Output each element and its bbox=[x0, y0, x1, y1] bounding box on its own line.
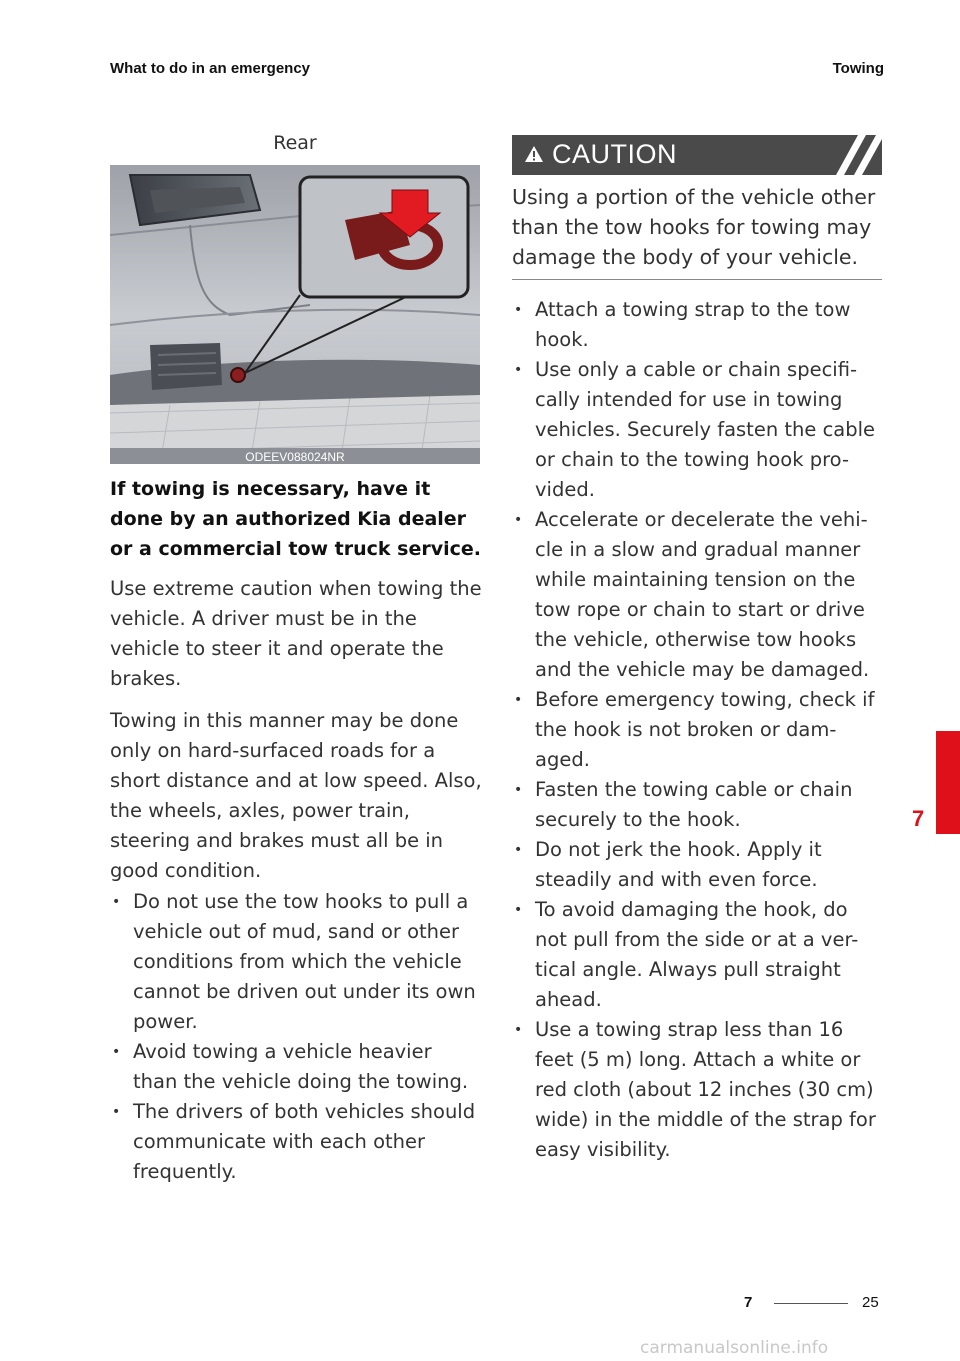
figure-caption: Rear bbox=[273, 132, 317, 154]
list-item: • Avoid towing a vehicle heavier than the vehicle doing the towing. bbox=[110, 1037, 482, 1097]
caution-header bbox=[512, 135, 882, 175]
footer-page-number: 25 bbox=[862, 1294, 879, 1311]
left-bullet-list bbox=[110, 887, 482, 1187]
chapter-side-number: 7 bbox=[912, 806, 925, 831]
right-bullet-list bbox=[512, 295, 884, 1165]
list-item: • The drivers of both vehicles should communicate with each other frequently. bbox=[110, 1097, 482, 1187]
watermark: carmanualsonline.info bbox=[640, 1338, 829, 1358]
lead-statement: If towing is necessary, have it done by an authorized Kia dealer or a commercial tow truck service. bbox=[110, 478, 481, 560]
warning-triangle-icon bbox=[524, 145, 544, 163]
paragraph-driver: Use extreme caution when towing the vehicle. A driver must be in the vehicle to steer it and operate the brakes. bbox=[110, 577, 482, 690]
running-header-section: What to do in an emergency bbox=[110, 60, 311, 77]
figure-code: ODEEV088024NR bbox=[245, 450, 345, 464]
caution-stripes-icon bbox=[822, 135, 882, 175]
caution-title: CAUTION bbox=[552, 139, 677, 169]
list-item: • Before emergency towing, check if the hook is not broken or dam-aged. bbox=[512, 685, 884, 775]
list-item: • Use only a cable or chain specifi-cally intended for use in towing vehicles. Securely fasten the cable or chain to the towing hook pro-vided. bbox=[512, 355, 884, 505]
list-item: • Do not use the tow hooks to pull a vehicle out of mud, sand or other conditions from which the vehicle cannot be driven out under its own power. bbox=[110, 887, 482, 1037]
caution-divider bbox=[512, 279, 882, 280]
list-item: • Fasten the towing cable or chain securely to the hook. bbox=[512, 775, 884, 835]
footer-divider bbox=[774, 1303, 848, 1304]
list-item: • To avoid damaging the hook, do not pull from the side or at a ver-tical angle. Always pull straight ahead. bbox=[512, 895, 884, 1015]
paragraph-road-conditions: Towing in this manner may be done only on hard-surfaced roads for a short distance and at low speed. Also, the wheels, axles, power train, steering and brakes must all be in good condition. bbox=[110, 709, 482, 882]
caution-text: Using a portion of the vehicle other than the tow hooks for towing may damage the body of your vehicle. bbox=[512, 185, 876, 269]
chapter-side-tab bbox=[936, 731, 960, 834]
rear-tow-hook-illustration bbox=[110, 165, 480, 464]
footer-chapter: 7 bbox=[744, 1294, 753, 1311]
list-item: • Use a towing strap less than 16 feet (5 m) long. Attach a white or red cloth (about 12 inches (30 cm) wide) in the middle of the strap for easy visibility. bbox=[512, 1015, 884, 1165]
list-item: • Accelerate or decelerate the vehi-cle in a slow and gradual manner while maintaining tension on the tow rope or chain to start or drive the vehicle, otherwise tow hooks and the vehicle may be damaged. bbox=[512, 505, 884, 685]
list-item: • Attach a towing strap to the tow hook. bbox=[512, 295, 884, 355]
running-header-topic: Towing bbox=[832, 60, 884, 77]
list-item: • Do not jerk the hook. Apply it steadily and with even force. bbox=[512, 835, 884, 895]
